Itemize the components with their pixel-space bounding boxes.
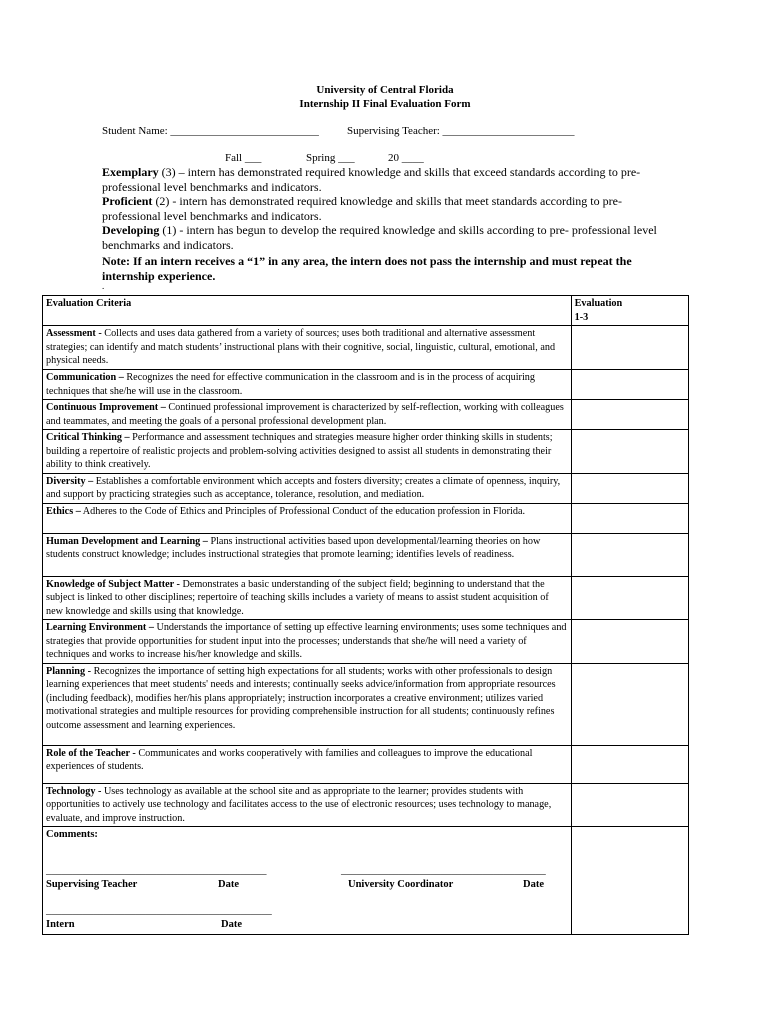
score-cell-human-development[interactable]	[571, 533, 688, 576]
criteria-header: Evaluation Criteria	[43, 296, 572, 326]
score-cell-communication[interactable]	[571, 370, 688, 400]
criteria-row-technology: Technology - Uses technology as available at the school site and as appropriate to the learner; provides students with opportunities to actively use technology and facilitates access to the use of electronic resources; uses technology to manage, evaluate, and improve instruction.	[43, 783, 572, 827]
score-cell-knowledge-of-subject[interactable]	[571, 576, 688, 620]
criteria-row-assessment: Assessment - Collects and uses data gathered from a variety of sources; uses both traditional and alternative assessment strategies; can identify and match students’ instructional plans with their cognitive, social, linguistic, cultural, emotional, and physical needs.	[43, 326, 572, 370]
signature-line-teacher[interactable]: __________________________________________	[46, 865, 267, 876]
comments-score-cell	[571, 827, 688, 935]
scale-exemplary	[102, 165, 662, 194]
criteria-row-diversity: Diversity – Establishes a comfortable environment which accepts and fosters diversity; creates a climate of openness, inquiry, and support by practicing strategies such as acceptance, tolerance, resolution, and mediation.	[43, 473, 572, 503]
scale-proficient	[102, 194, 662, 223]
criteria-row-planning: Planning - Recognizes the importance of setting high expectations for all students; works with other professionals to design learning experiences that meet students' needs and interests; continually seeks advice/information from appropriate resources (including feedback), modifies her/his plans appropriately; instruction incorporates a creative environment; utilizes varied motivational strategies and multiple resources for providing comprehensible instruction for all students; continuously refines outcome assessment and learning experiences.	[43, 663, 572, 745]
criteria-row-critical-thinking: Critical Thinking – Performance and assessment techniques and strategies measure higher order thinking skills in students; building a repertoire of realistic projects and problem-solving activities designed to assist all students in demonstrating their ability to think creatively.	[43, 430, 572, 474]
evaluation-header	[571, 296, 688, 326]
score-cell-diversity[interactable]	[571, 473, 688, 503]
comments-label: Comments:	[46, 829, 98, 840]
score-cell-continuous-improvement[interactable]	[571, 400, 688, 430]
criteria-row-knowledge-of-subject: Knowledge of Subject Matter - Demonstrates a basic understanding of the subject field; beginning to understand that the subject is linked to other disciplines; repertoire of teaching skills includes a variety of means to assist student acquisition of new knowledge and skills using that knowledge.	[43, 576, 572, 620]
score-cell-assessment[interactable]	[571, 326, 688, 370]
university-title: University of Central Florida	[316, 84, 454, 96]
term-year-field[interactable]: 20 ____	[388, 152, 424, 164]
score-cell-learning-environment[interactable]	[571, 620, 688, 664]
score-cell-critical-thinking[interactable]	[571, 430, 688, 474]
evaluation-header-line1: Evaluation	[574, 298, 623, 309]
term-spring-field[interactable]: Spring ___	[306, 152, 355, 164]
supervising-teacher-field[interactable]: Supervising Teacher: ________________________	[347, 125, 575, 137]
intern-label: Intern	[46, 919, 75, 930]
proficient-text: (2) - intern has demonstrated required knowledge and skills that meet standards according to pre-professional level benchmarks and indicators.	[102, 194, 622, 223]
date-label-1: Date	[218, 879, 239, 890]
scale-developing	[102, 223, 662, 252]
exemplary-label: Exemplary	[102, 165, 159, 179]
supervising-teacher-label: Supervising Teacher	[46, 879, 138, 890]
evaluation-header-line2: 1-3	[574, 311, 589, 323]
criteria-row-role-of-teacher: Role of the Teacher - Communicates and works cooperatively with families and colleagues to improve the educational experiences of students.	[43, 745, 572, 783]
exemplary-text: (3) – intern has demonstrated required knowledge and skills that exceed standards according to pre-professional level benchmarks and indicators.	[102, 165, 641, 194]
evaluation-table	[42, 295, 689, 935]
signature-line-intern[interactable]: ___________________________________________	[46, 905, 272, 916]
criteria-row-continuous-improvement: Continuous Improvement – Continued professional improvement is characterized by self-reflection, working with colleagues and teammates, and meeting the goals of a personal professional development plan.	[43, 400, 572, 430]
developing-label: Developing	[102, 223, 160, 237]
student-name-field[interactable]: Student Name: ___________________________	[102, 125, 319, 137]
comments-cell[interactable]	[43, 827, 572, 935]
date-label-2: Date	[523, 879, 544, 890]
form-title: Internship II Final Evaluation Form	[299, 98, 471, 110]
criteria-row-learning-environment: Learning Environment – Understands the importance of setting up effective learning environments; uses some techniques and strategies that provide opportunities for student input into the processes; understands that she/he will need a variety of techniques and works to increase his/her knowledge and skills.	[43, 620, 572, 664]
proficient-label: Proficient	[102, 194, 153, 208]
criteria-row-human-development: Human Development and Learning – Plans instructional activities based upon developmental/learning theories on how students construct knowledge; includes instructional strategies that promote learning; identifies levels of readiness.	[43, 533, 572, 576]
score-cell-planning[interactable]	[571, 663, 688, 745]
date-label-3: Date	[221, 919, 242, 930]
dot-mark: .	[102, 281, 105, 291]
fail-note: Note: If an intern receives a “1” in any area, the intern does not pass the internship and must repeat the internship experience.	[102, 254, 632, 283]
developing-text: (1) - intern has begun to develop the required knowledge and skills according to pre- professional level benchmarks and indicators.	[102, 223, 657, 252]
term-fall-field[interactable]: Fall ___	[225, 152, 262, 164]
score-cell-ethics[interactable]	[571, 503, 688, 533]
score-cell-technology[interactable]	[571, 783, 688, 827]
criteria-row-ethics: Ethics – Adheres to the Code of Ethics and Principles of Professional Conduct of the education profession in Florida.	[43, 503, 572, 533]
score-cell-role-of-teacher[interactable]	[571, 745, 688, 783]
university-coordinator-label: University Coordinator	[348, 879, 454, 890]
signature-line-coordinator[interactable]: _______________________________________	[341, 865, 546, 876]
criteria-row-communication: Communication – Recognizes the need for effective communication in the classroom and is in the process of acquiring techniques that she/he will use in the classroom.	[43, 370, 572, 400]
